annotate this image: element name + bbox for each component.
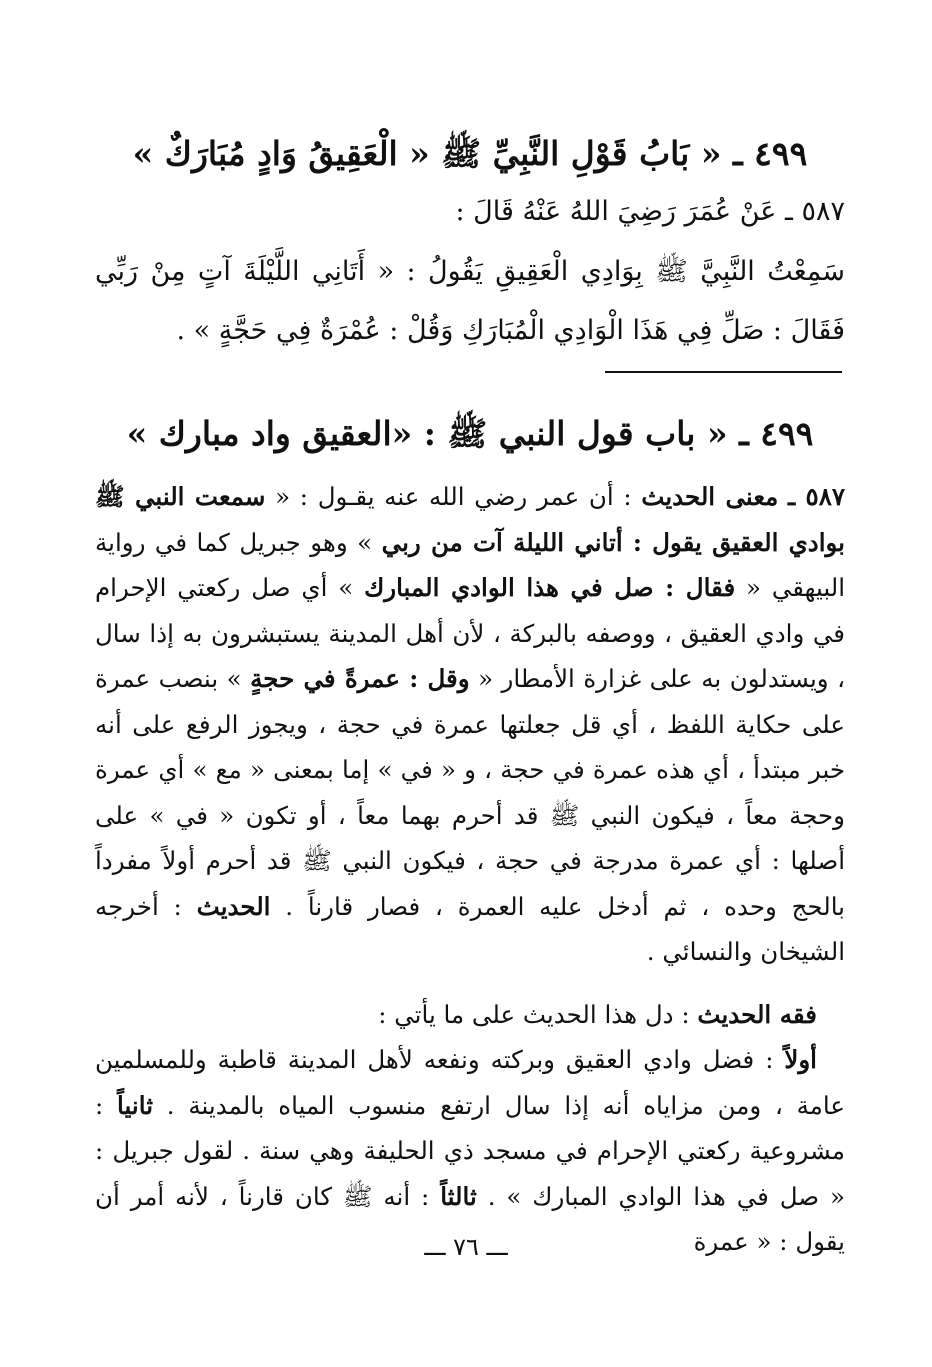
- fiqh-intro-paragraph: [95, 992, 845, 1038]
- hadith-label: الحديث: [196, 891, 271, 921]
- meaning-quote-2: فقال : صل في هذا الوادي المبارك: [364, 573, 736, 602]
- section-divider: [605, 371, 842, 373]
- fiqh-label: فقه الحديث: [697, 1000, 817, 1029]
- point-3-label: ثالثاً: [440, 1181, 477, 1211]
- point-1-label: أولاً: [784, 1045, 817, 1074]
- point-2-label: ثانياً: [117, 1090, 154, 1120]
- page-number: ـــ ٧٦ ـــ: [424, 1233, 508, 1261]
- meaning-quote-1: سمعت النبي ﷺ بوادي العقيق يقول : أتاني الليلة آت من ربي: [95, 482, 846, 557]
- point-3-text: : أنه ﷺ كان قارناً ، لأنه أمر أن يقول : « عمرة: [95, 1181, 845, 1256]
- point-1-text: : فضل وادي العقيق وبركته ونفعه لأهل المدينة قاطبة وللمسلمين عامة ، ومن مزاياه أنه إذا سال ارتفع منسوب المياه بالمدينة .: [95, 1045, 845, 1120]
- meaning-text-3: » أي صل ركعتي الإحرام في وادي العقيق ، ووصفه بالبركة ، لأن أهل المدينة يستبشرون به إذا سال ، ويستدلون به على غزارة الأمطار «: [95, 573, 845, 693]
- hadith-chain-line: ٥٨٧ ـ عَنْ عُمَرَ رَضِيَ اللهُ عَنْهُ قَالَ :: [455, 196, 845, 227]
- point-2-text: : مشروعية ركعتي الإحرام في مسجد ذي الحليفة وهي سنة . لقول جبريل : « صل في هذا الوادي المبارك » .: [95, 1090, 845, 1211]
- fiqh-points-paragraph: [95, 1037, 845, 1265]
- meaning-text-2: » وهو جبريل كما في رواية البيهقي «: [95, 527, 845, 602]
- chapter-heading-plain: ٤٩٩ ـ « باب قول النبي ﷺ : «العقيق واد مبارك »: [126, 414, 814, 453]
- meaning-text-5: : أخرجه الشيخان والنسائي .: [95, 891, 845, 966]
- meaning-text-4: » بنصب عمرة على حكاية اللفظ ، أي قل جعلتها عمرة في حجة ، ويجوز الرفع على أنه خبر مبتدأ ، أي هذه عمرة في حجة ، و « في » إما بمعنى « مع » أي عمرة وحجة معاً ، فيكون النبي ﷺ قد أحرم بهما معاً ، أو تكون « في » على أصلها : أي عمرة مدرجة في حجة ، فيكون النبي ﷺ قد أحرم أولاً مفرداً بالحج وحده ، ثم أدخل عليه العمرة ، فصار قارناً .: [95, 664, 845, 921]
- meaning-quote-3: وقل : عمرةً في حجةٍ: [250, 664, 470, 693]
- fiqh-intro-text: : دل هذا الحديث على ما يأتي :: [378, 1000, 698, 1029]
- meaning-label: معنى الحديث: [641, 482, 779, 511]
- commentary-meaning-paragraph: [95, 474, 845, 975]
- meaning-text-1: : أن عمر رضي الله عنه يقـول : «: [265, 482, 642, 511]
- hadith-text-line-1: سَمِعْتُ النَّبِيَّ ﷺ بِوَادِي الْعَقِيقِ يَقُولُ : « أَتَانِي اللَّيْلَةَ آتٍ مِنْ رَبِّي: [95, 256, 845, 287]
- chapter-heading-vocalized: ٤٩٩ ـ « بَابُ قَوْلِ النَّبِيِّ ﷺ « الْعَقِيقُ وَادٍ مُبَارَكٌ »: [132, 134, 808, 173]
- hadith-text-line-2: فَقَالَ : صَلِّ فِي هَذَا الْوَادِي الْمُبَارَكِ وَقُلْ : عُمْرَةٌ فِي حَجَّةٍ » .: [176, 315, 845, 346]
- hadith-number: ٥٨٧ ـ: [787, 482, 846, 511]
